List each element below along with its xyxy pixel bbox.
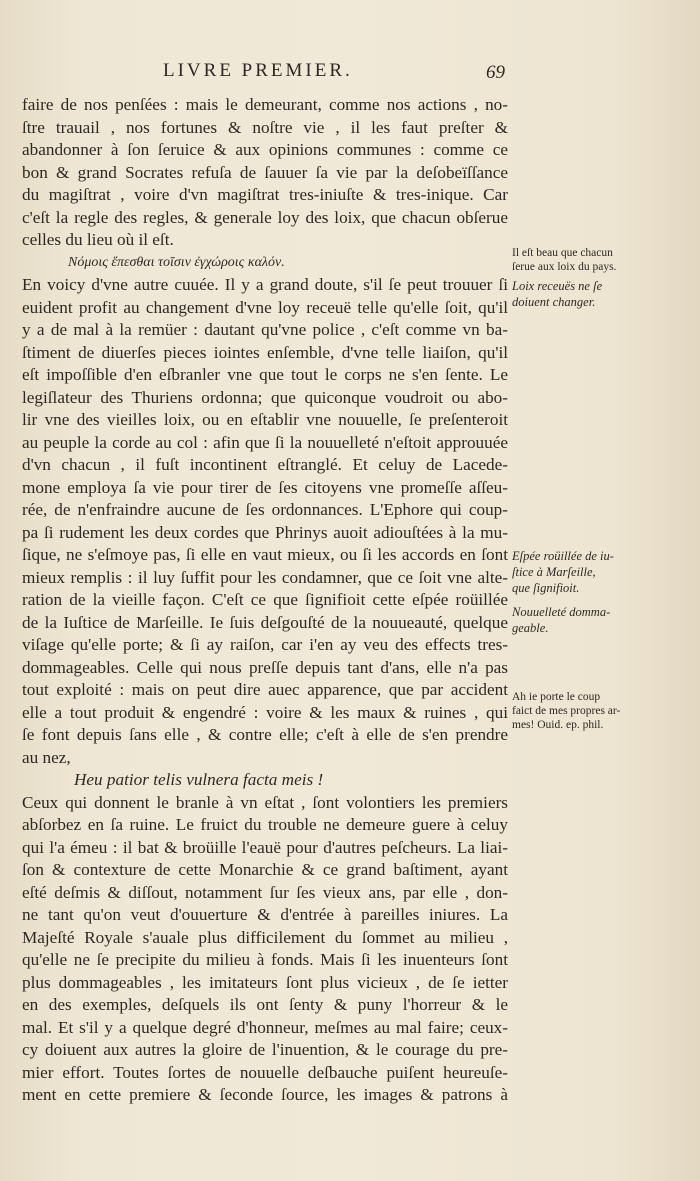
running-head: LIVRE PREMIER. bbox=[163, 60, 353, 81]
margin-note-line: doiuent changer. bbox=[512, 295, 596, 309]
text-line: en des exemples, deſquels ils ont ſenty & puny l'horreur & le bbox=[22, 995, 508, 1014]
main-text bbox=[22, 94, 508, 1107]
margin-note bbox=[512, 278, 692, 310]
margin-note-line: ſtice à Marſeille, bbox=[512, 565, 596, 579]
text-line: au nez, bbox=[22, 747, 71, 767]
text-line: mieux remplis : il luy ſuffit pour les condamner, que ce ſoit vne alte- bbox=[22, 567, 508, 587]
margin-note-line: ſerue aux loix du pays. bbox=[512, 261, 617, 273]
text-line: rée, de n'enfraindre aucune de ſes ordonnances. L'Ephore qui coup- bbox=[22, 500, 508, 519]
text-line: du magiſtrat , voire d'vn magiſtrat tres-iniuſte & tres-inique. Car bbox=[22, 185, 508, 204]
text-line: legiſlateur des Thuriens ordonna; que quiconque voudroit ou abo- bbox=[22, 387, 508, 407]
margin-note-line: geable. bbox=[512, 621, 549, 635]
text-line: eſt impoſſible d'en eſbranler vne que tout le corps ne s'en ſente. Le bbox=[22, 365, 508, 384]
text-line: En voicy d'vne autre cuuée. Il y a grand doute, s'il ſe peut trouuer ſi bbox=[22, 275, 508, 294]
text-line: mier effort. Toutes ſortes de nouuelle deſbauche puiſent heureuſe- bbox=[22, 1062, 508, 1082]
text-line: ſe font depuis ſans elle , & contre elle; c'eſt à elle de s'en prendre bbox=[22, 725, 508, 744]
text-line: qu'elle ne ſe precipite du milieu à fonds. Mais ſi les inuenteurs ſont bbox=[22, 950, 508, 969]
latin-verse: Heu patior telis vulnera facta meis ! bbox=[74, 770, 324, 789]
margin-note-line: faict de mes propres ar- bbox=[512, 705, 621, 717]
margin-note-line: Il eſt beau que chacun bbox=[512, 247, 613, 259]
text-line: lir vne des vieilles loix, ou en eſtablir vne nouuelle, ſe preſenteroit bbox=[22, 410, 508, 429]
text-line: Ceux qui donnent le branle à vn eſtat , ſont volontiers les premiers bbox=[22, 792, 508, 812]
text-line: tout exploité : mais on peut dire auec apparence, que par accident bbox=[22, 680, 508, 699]
text-line: elle a tout produit & engendré : voire & les maux & ruines , qui bbox=[22, 702, 508, 722]
text-line: y a de mal à la remüer : dautant qu'vne police , c'eſt comme vn ba- bbox=[22, 320, 508, 339]
text-line: viſage qu'elle porte; & ſi ay raiſon, car i'en ay veu des effects tres- bbox=[22, 635, 508, 654]
text-line: qui l'a émeu : il bat & broüille l'eauë pour d'autres peſcheurs. La liai- bbox=[22, 837, 508, 857]
text-line: mal. Et s'il y a quelque degré d'honneur, meſmes au mal faire; ceux- bbox=[22, 1017, 508, 1037]
text-line: ment en cette premiere & ſeconde ſource, les images & patrons à bbox=[22, 1085, 508, 1104]
text-line: ſique, ne s'eſmoye pas, ſi elle en vaut mieux, ou ſi les accords en ſont bbox=[22, 545, 508, 564]
text-line: de la Iuſtice de Marſeille. Ie ſuis deſgouſté de la nouueauté, quelque bbox=[22, 612, 508, 632]
margin-note-line: Eſpée roüillée de iu- bbox=[512, 549, 614, 563]
margin-note bbox=[512, 548, 692, 596]
text-line: pa ſi rudement les deux cordes que Phrinys auoit adiouſtées à la mu- bbox=[22, 522, 508, 542]
margin-note-line: que ſignifioit. bbox=[512, 581, 580, 595]
text-line: ne tant qu'on veut d'ouuerture & d'entrée à pareilles iniures. La bbox=[22, 905, 508, 924]
margin-note-line: Nouuelleté domma- bbox=[512, 605, 611, 619]
text-line: bon & grand Socrates refuſa de ſauuer ſa vie par la deſobeïſſance bbox=[22, 162, 508, 182]
text-line: d'vn chacun , il fuſt incontinent eſtranglé. Et celuy de Lacede- bbox=[22, 455, 508, 474]
text-line: Majeſté Royale s'auale plus difficilement du ſommet au milieu , bbox=[22, 927, 508, 947]
text-line: plus dommageables , les imitateurs ſont plus vicieux , de ſe ietter bbox=[22, 972, 508, 992]
text-line: au peuple la corde au col : afin que ſi la nouuelleté n'eſtoit approuuée bbox=[22, 432, 508, 452]
margin-note-line: Loix receuës ne ſe bbox=[512, 279, 603, 293]
margin-note-line: Ah ie porte le coup bbox=[512, 691, 601, 703]
greek-quotation: Νόμοις ἕπεσθαι τοῖσιν ἐγχώροις καλόν. bbox=[68, 254, 285, 270]
text-line: mone employa ſa vie pour tirer de ſes citoyens vne promeſſe aſſeu- bbox=[22, 477, 508, 497]
margin-note-line: mes! Ouid. ep. phil. bbox=[512, 719, 604, 731]
text-line: faire de nos penſées : mais le demeurant, comme nos actions , no- bbox=[22, 95, 508, 114]
text-line: dommageables. Celle qui nous preſſe depuis tant d'ans, elle n'a pas bbox=[22, 657, 508, 677]
margin-note bbox=[512, 604, 692, 636]
text-line: abſorbez en ſa ruine. Le fruict du trouble ne demeure guere à celuy bbox=[22, 815, 508, 834]
text-line: ſon & contexture de cette Monarchie & ce grand baſtiment, ayant bbox=[22, 860, 508, 879]
text-line: abandonner à ſon ſeruice & aux opinions communes : comme ce bbox=[22, 140, 508, 159]
text-line: ſtiment de diuerſes pieces iointes enſemble, d'vne telle liaiſon, qu'il bbox=[22, 342, 508, 362]
margin-note bbox=[512, 246, 692, 274]
text-line: eſté deſmis & diſſout, notamment ſur ſes vieux ans, par elle , don- bbox=[22, 882, 508, 902]
text-line: celles du lieu où il eſt. bbox=[22, 230, 174, 249]
text-line: ſtre trauail , nos fortunes & noſtre vie , il les faut preſter & bbox=[22, 117, 508, 137]
text-line: cy doiuent aux autres la gloire de l'inuention, & le courage du pre- bbox=[22, 1040, 508, 1059]
page-number: 69 bbox=[486, 62, 505, 83]
text-line: c'eſt la regle des regles, & generale loy des loix, que chacun obſerue bbox=[22, 207, 508, 227]
margin-note bbox=[512, 690, 692, 732]
text-line: euident profit au changement d'vne loy receuë telle qu'elle ſoit, qu'il bbox=[22, 297, 508, 317]
text-line: ration de la vieille façon. C'eſt ce que ſignifioit cette eſpée roüillée bbox=[22, 590, 508, 609]
